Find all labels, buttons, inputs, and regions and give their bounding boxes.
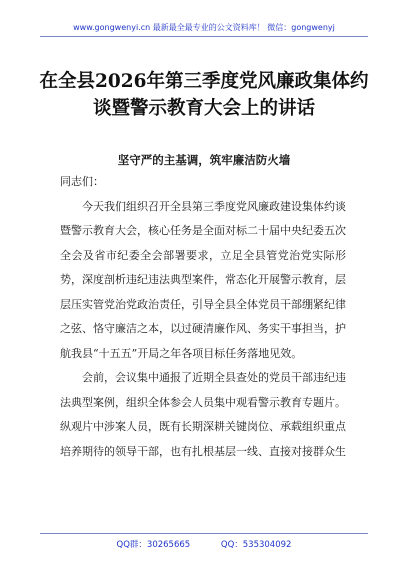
title-line-1: 在全县2026年第三季度党风廉政集体约 xyxy=(39,71,369,92)
title-line-2: 谈暨警示教育大会上的讲话 xyxy=(92,98,315,119)
paragraph-2: 会前，会议集中通报了近期全县查处的党员干部违纪违法典型案例，组织全体参会人员集中观看警示教育专题片。纵观片中涉案人员，既有长期深耕关键岗位、承载组织重点培养期待的领导干部，也有扎根基层一线、直接对接群众生 xyxy=(60,371,346,458)
paragraph-1: 今天我们组织召开全县第三季度党风廉政建设集体约谈暨警示教育大会，核心任务是全面对标二十届中央纪委五次全会及省市纪委全会部署要求，立足全县管党治党实际形势，深度剖析违纪违法典型案件，常态化开展警示教育，层层压实管党治党政治责任，引导全县全体党员干部绷紧纪律之弦、恪守廉洁之本，以过硬清廉作风、务实干事担当，护航我县“十五五”开局之年各项目标任务落地见效。 xyxy=(60,199,346,360)
footer-qq-group: QQ群：30265665 xyxy=(116,540,191,550)
document-title xyxy=(30,68,378,122)
footer-qq: QQ：535304092 xyxy=(220,540,292,550)
footer-rule xyxy=(40,533,368,534)
document-body xyxy=(60,170,346,464)
document-subtitle: 坚守严的主基调，筑牢廉洁防火墙 xyxy=(117,153,291,167)
header-rule xyxy=(40,36,368,37)
salutation: 同志们： xyxy=(60,175,104,188)
page-footer xyxy=(0,538,408,550)
header-text: www.gongwenyi.cn 最新最全最专业的公文资料库！ 微信：gongwenyj xyxy=(73,23,335,32)
page-header xyxy=(0,22,408,33)
